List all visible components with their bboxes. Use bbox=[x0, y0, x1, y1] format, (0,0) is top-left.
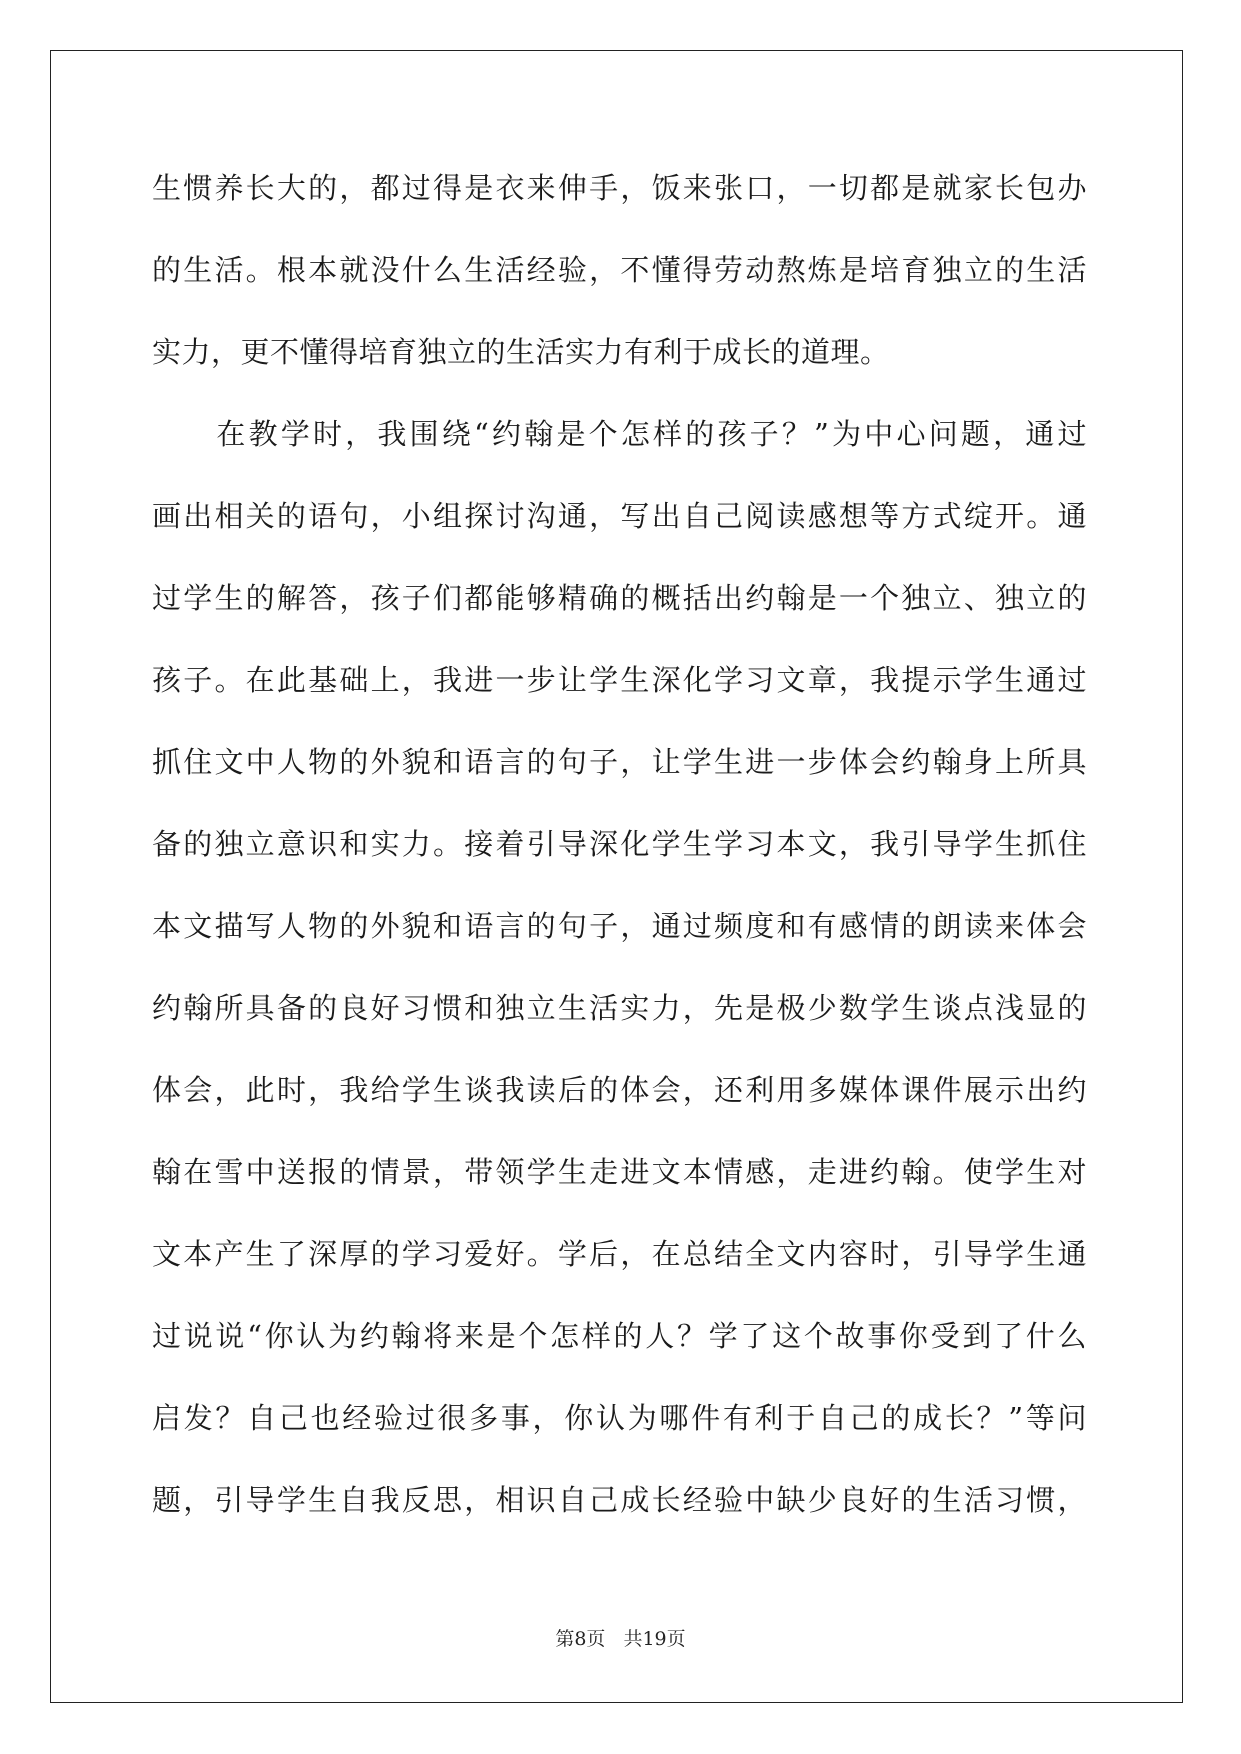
text-line: 启发？自己也经验过很多事，你认为哪件有利于自己的成长？”等问 bbox=[152, 1401, 1087, 1435]
text-line: 文本产生了深厚的学习爱好。学后，在总结全文内容时，引导学生通 bbox=[152, 1237, 1087, 1271]
text-line: 备的独立意识和实力。接着引导深化学生学习本文，我引导学生抓住 bbox=[152, 827, 1087, 861]
text-line: 约翰所具备的良好习惯和独立生活实力，先是极少数学生谈点浅显的 bbox=[152, 991, 1087, 1025]
text-line: 体会，此时，我给学生谈我读后的体会，还利用多媒体课件展示出约 bbox=[152, 1073, 1087, 1107]
text-line: 抓住文中人物的外貌和语言的句子，让学生进一步体会约翰身上所具 bbox=[152, 745, 1087, 779]
text-line: 题，引导学生自我反思，相识自己成长经验中缺少良好的生活习惯， bbox=[152, 1483, 1087, 1517]
text-line: 过学生的解答，孩子们都能够精确的概括出约翰是一个独立、独立的 bbox=[152, 581, 1087, 615]
page-total: 共19页 bbox=[623, 1628, 686, 1650]
document-body bbox=[152, 158, 1087, 1552]
page-number: 第8页 bbox=[555, 1628, 606, 1650]
text-line: 翰在雪中送报的情景，带领学生走进文本情感，走进约翰。使学生对 bbox=[152, 1155, 1087, 1189]
page-footer bbox=[0, 1624, 1241, 1651]
text-line: 实力，更不懂得培育独立的生活实力有利于成长的道理。 bbox=[152, 335, 890, 369]
text-line: 过说说“你认为约翰将来是个怎样的人？学了这个故事你受到了什么 bbox=[152, 1319, 1087, 1353]
text-line: 的生活。根本就没什么生活经验，不懂得劳动熬炼是培育独立的生活 bbox=[152, 253, 1087, 287]
text-line: 在教学时，我围绕“约翰是个怎样的孩子？”为中心问题，通过 bbox=[152, 417, 1087, 451]
text-line: 画出相关的语句，小组探讨沟通，写出自己阅读感想等方式绽开。通 bbox=[152, 499, 1087, 533]
text-line: 本文描写人物的外貌和语言的句子，通过频度和有感情的朗读来体会 bbox=[152, 909, 1087, 943]
text-line: 生惯养长大的，都过得是衣来伸手，饭来张口，一切都是就家长包办 bbox=[152, 171, 1087, 205]
text-line: 孩子。在此基础上，我进一步让学生深化学习文章，我提示学生通过 bbox=[152, 663, 1087, 697]
